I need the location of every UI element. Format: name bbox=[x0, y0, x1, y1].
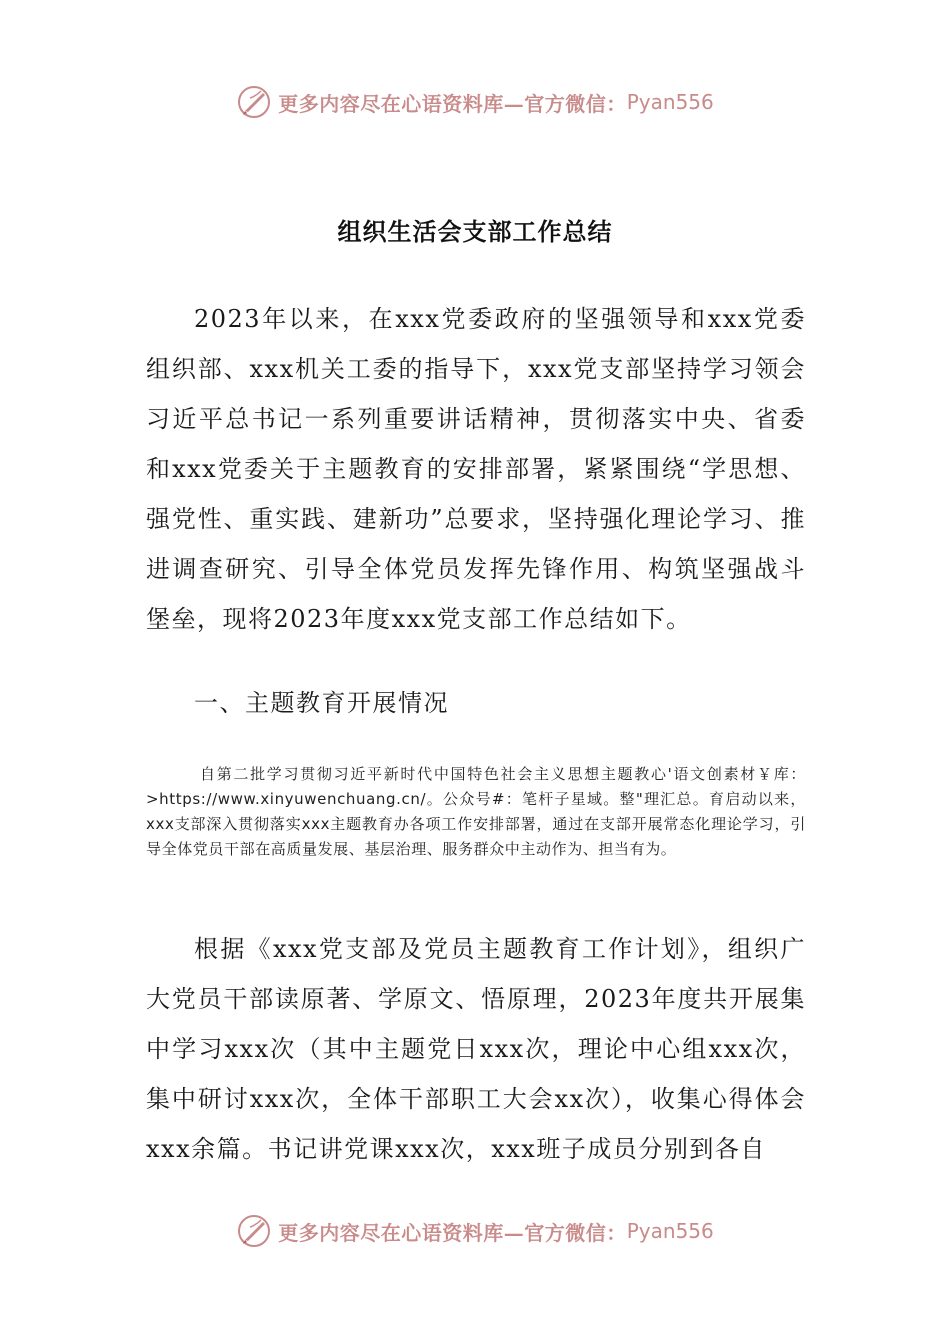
watermark-text: 更多内容尽在心语资料库—官方微信： bbox=[278, 1220, 627, 1245]
header-watermark bbox=[0, 80, 950, 124]
section-heading: 一、主题教育开展情况 bbox=[194, 689, 449, 717]
document-title: 组织生活会支部工作总结 bbox=[337, 218, 613, 246]
intro-paragraph: 2023年以来，在xxx党委政府的坚强领导和xxx党委组织部、xxx机关工委的指导下，xxx党支部坚持学习领会习近平总书记一系列重要讲话精神，贯彻落实中央、省委和xxx党委关于主题教育的安排部署，紧紧围绕“学思想、强党性、重实践、建新功”总要求，坚持强化理论学习、推进调查研究、引导全体党员发挥先锋作用、构筑坚强战斗堡垒，现将2023年度xxx党支部工作总结如下。 bbox=[146, 305, 806, 633]
watermark-text: 更多内容尽在心语资料库—官方微信： bbox=[278, 91, 627, 116]
quill-pen-icon bbox=[236, 1213, 272, 1249]
watermark-wechat-id: Pyan556 bbox=[626, 1219, 714, 1243]
watermark-wechat-id: Pyan556 bbox=[626, 90, 714, 114]
plan-paragraph: 根据《xxx党支部及党员主题教育工作计划》，组织广大党员干部读原著、学原文、悟原理，2023年度共开展集中学习xxx次（其中主题党日xxx次，理论中心组xxx次，集中研讨xxx次，全体干部职工大会xx次），收集心得体会xxx余篇。书记讲党课xxx次，xxx班子成员分别到各自 bbox=[146, 935, 806, 1163]
footer-watermark bbox=[0, 1209, 950, 1253]
section-small-paragraph: 自第二批学习贯彻习近平新时代中国特色社会主义思想主题教心'语文创素材￥库：>https://www.xinyuwenchuang.cn/。公众号#：笔杆子星域。整"理汇总。育启动以来，xxx支部深入贯彻落实xxx主题教育办各项工作安排部署，通过在支部开展常态化理论学习，引导全体党员干部在高质量发展、基层治理、服务群众中主动作为、担当有为。 bbox=[146, 765, 806, 858]
quill-pen-icon bbox=[236, 84, 272, 120]
